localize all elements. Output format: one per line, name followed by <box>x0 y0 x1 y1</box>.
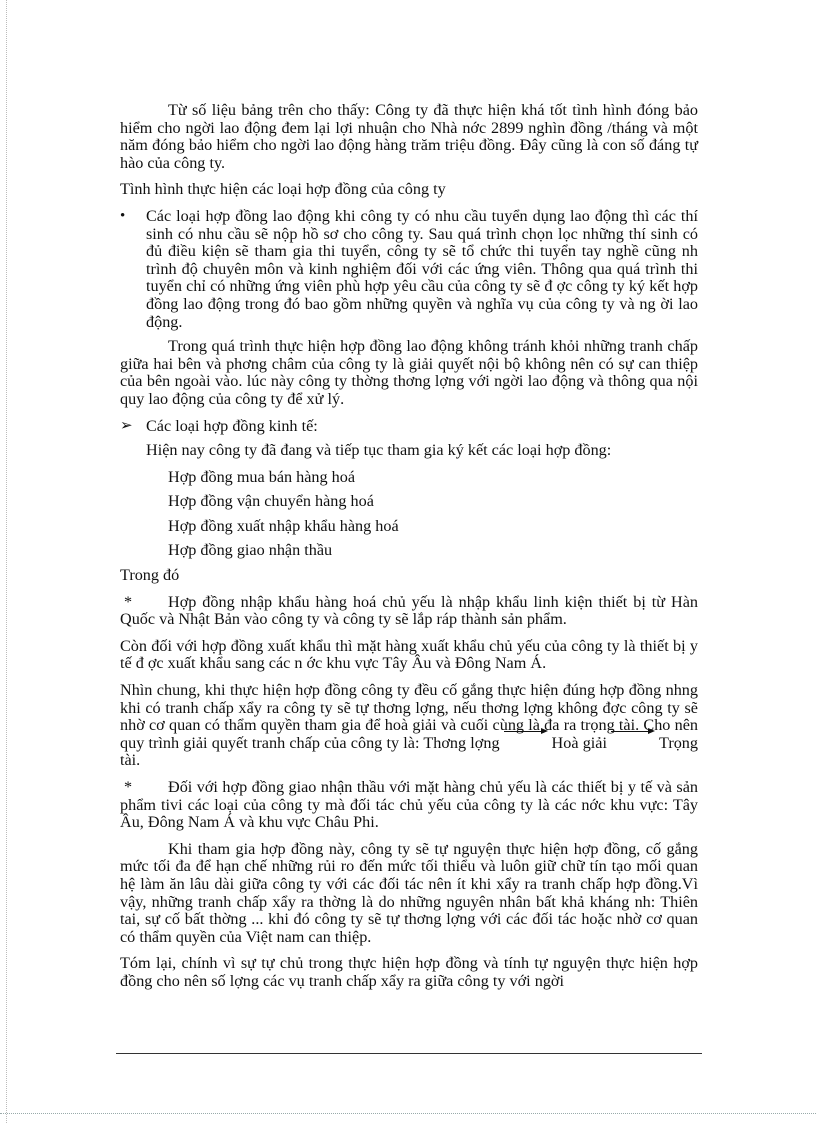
bullet-labor-contract <box>120 208 698 331</box>
right-arrow-icon <box>504 738 548 750</box>
tender-text: Đối với hợp đồng giao nhận thầu với mặt hàng chủ yếu là các thiết bị y tế và sản phẩm tivi các loại của công ty mà đối tác chủ yếu của công ty là các nớc khu vực: Tây Âu, Đông Nam Á và khu vực Châu Phi. <box>120 778 698 832</box>
paragraph-summary: Tóm lại, chính vì sự tự chủ trong thực hiện hợp đồng và tính tự nguyện thực hiện hợp đồng cho nên số lợng các vụ tranh chấp xẩy ra giữa công ty với ngời <box>120 954 698 990</box>
contract-item: Hợp đồng giao nhận thầu <box>168 541 333 560</box>
dispute-text: Nhìn chung, khi thực hiện hợp đồng công ty đều cố gắng thực hiện đúng hợp đồng nhng khi có tranh chấp xẩy ra công ty sẽ tự thơng lợng, nếu thơng lợng không đợc công ty sẽ nhờ cơ quan có thẩm quyền tham gia để hoà giải và cuối cùng là đa ra trọng tài. Cho nên quy trình giải quyết tranh chấp của công ty là: <box>120 681 698 752</box>
flow-step: Trọng tài. <box>120 733 698 770</box>
document-body <box>120 102 698 1000</box>
paragraph-in-which: Trong đó <box>120 566 180 585</box>
paragraph-contract-heading: Tình hình thực hiện các loại hợp đồng của công ty <box>120 180 446 199</box>
paragraph-labor-disputes: Trong quá trình thực hiện hợp đồng lao động không tránh khỏi những tranh chấp giữa hai bên và phơng châm của công ty là giải quyết nội bộ không nên có sự can thiệp của bên ngoài vào. lúc này công ty thờng thơng lợng với ngời lao động và thông qua nội quy lao động của công ty để xử lý. <box>120 337 698 408</box>
contract-item: Hợp đồng xuất nhập khẩu hàng hoá <box>168 516 399 535</box>
paragraph-tender <box>120 779 698 832</box>
paragraph-import <box>120 594 698 629</box>
bullet-economic-contract <box>120 418 698 436</box>
paragraph-insurance: Từ số liệu bảng trên cho thấy: Công ty đã thực hiện khá tốt tình hình đóng bảo hiểm cho ngời lao động đem lại lợi nhuận cho Nhà nớc 2899 nghìn đồng /tháng và một năm đóng bảo hiểm cho ngời lao động hàng trăm triệu đồng. Đây cũng là con số đáng tự hào của công ty. <box>120 101 698 172</box>
contract-item: Hợp đồng vận chuyển hàng hoá <box>168 492 374 511</box>
right-arrow-icon <box>611 738 655 750</box>
footer-rule <box>116 1053 702 1054</box>
paragraph-contract-intro: Hiện nay công ty đã đang và tiếp tục tham gia ký kết các loại hợp đồng: <box>146 441 612 460</box>
bullet-economic-text: Các loại hợp đồng kinh tế: <box>146 416 318 435</box>
page-bottom-guide <box>0 1113 816 1114</box>
contract-item: Hợp đồng mua bán hàng hoá <box>168 467 356 486</box>
flow-step: Hoà giải <box>551 733 607 752</box>
bullet-labor-text: Các loại hợp đồng lao động khi công ty có nhu cầu tuyển dụng lao động thì các thí sinh có nhu cầu sẽ nộp hồ sơ cho công ty. Sau quá trình chọn lọc những thí sinh có đủ điều kiện sẽ tham gia thi tuyển, công ty sẽ tổ chức thi tuyển tay nghề cũng nh trình độ chuyên môn và kinh nghiệm đối với các ứng viên. Thông qua quá trình thi tuyển chỉ có những ứng viên phù hợp yêu cầu của công ty sẽ đ ợc công ty ký kết hợp đồng lao động trong đó bao gồm những quyền và nghĩa vụ của công ty và ng ời lao động. <box>146 206 698 331</box>
import-text: Hợp đồng nhập khẩu hàng hoá chủ yếu là nhập khẩu linh kiện thiết bị từ Hàn Quốc và Nhật Bản vào công ty và công ty sẽ lắp ráp thành sản phẩm. <box>120 592 698 629</box>
paragraph-dispute-process <box>120 682 698 770</box>
bullet-dot-icon: • <box>120 207 126 224</box>
page-edge-guide <box>6 0 7 1123</box>
paragraph-export: Còn đối với hợp đồng xuất khẩu thì mặt hàng xuất khẩu chủ yếu của công ty là thiết bị y tế đ ợc xuất khẩu sang các n ớc khu vực Tây Âu và Đông Nam Á. <box>120 636 698 673</box>
asterisk-marker: * <box>124 778 133 796</box>
paragraph-voluntary: Khi tham gia hợp đồng này, công ty sẽ tự nguyện thực hiện hợp đồng, cố gắng mức tối đa để hạn chế những rủi ro đến mức tối thiểu và luôn giữ chữ tín tạo mối quan hệ làm ăn lâu dài giữa công ty với các đối tác nên ít khi xẩy ra tranh chấp hợp đồng.Vì vậy, những tranh chấp xẩy ra thờng là do những nguyên nhân bất khả kháng nh: Thiên tai, sự cố bất thờng ... khi đó công ty sẽ tự thơng lợng với các đối tác hoặc nhờ cơ quan có thẩm quyền của Việt nam can thiệp. <box>120 839 698 946</box>
flow-step: Thơng lợng <box>423 733 500 752</box>
arrow-bullet-icon: ➢ <box>120 417 133 434</box>
asterisk-marker: * <box>124 592 133 611</box>
